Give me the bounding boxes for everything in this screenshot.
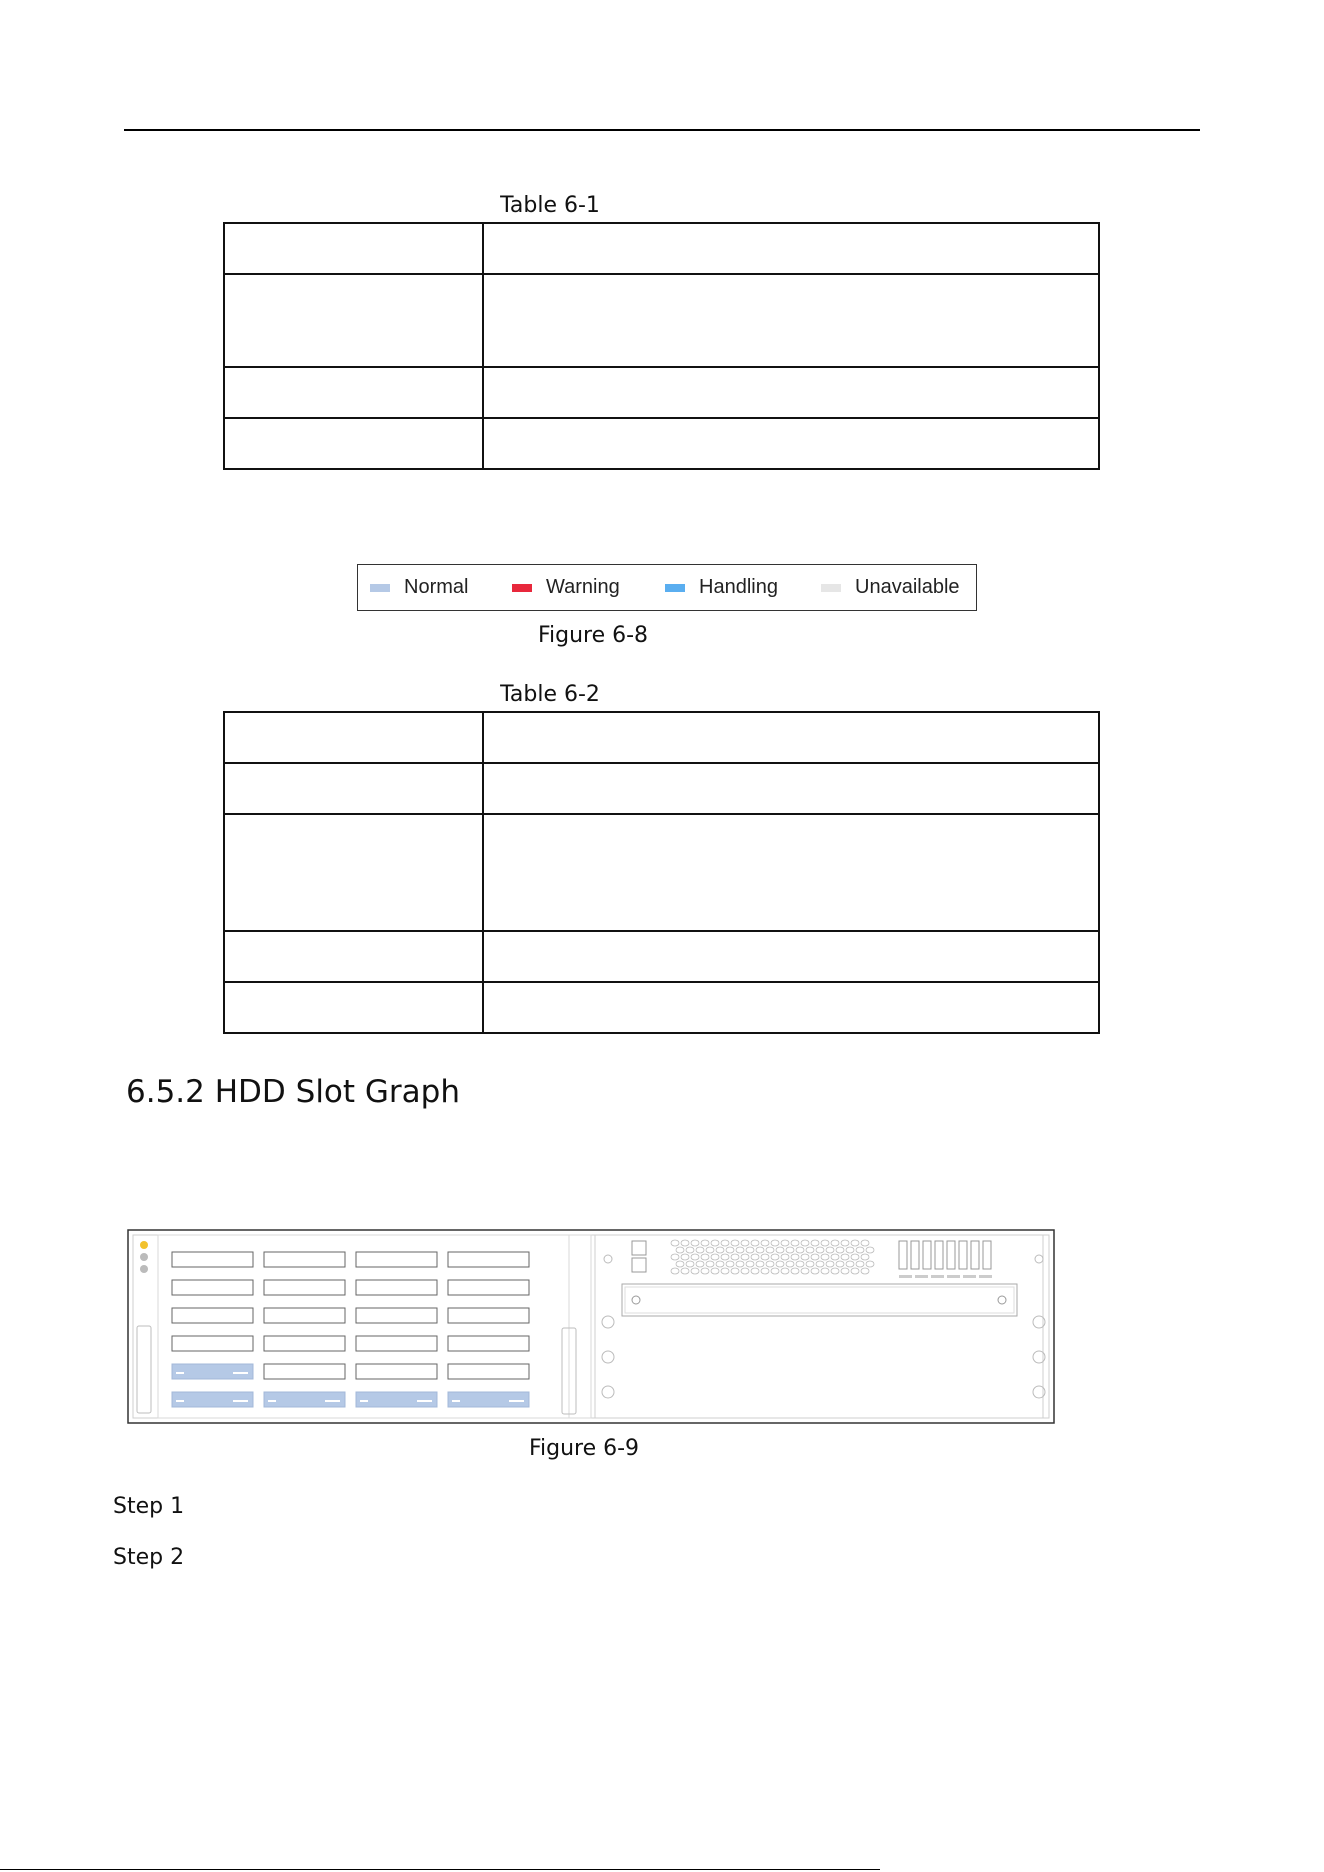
table-6-2 (223, 711, 1100, 1034)
hdd-slot[interactable] (264, 1336, 345, 1351)
table-row (224, 982, 1099, 1033)
slot-indicator (176, 1400, 184, 1402)
table-row (224, 712, 1099, 763)
hdd-slot[interactable] (448, 1252, 529, 1267)
figure-6-8-caption: Figure 6-8 (537, 623, 649, 648)
legend-item-unavailable: Unavailable (821, 565, 960, 610)
slot-label-mark (899, 1275, 912, 1278)
section-heading: 6.5.2 HDD Slot Graph (126, 1074, 460, 1110)
hdd-slot[interactable] (172, 1336, 253, 1351)
hdd-slot[interactable] (264, 1308, 345, 1323)
table-row (224, 223, 1099, 274)
table-6-1 (223, 222, 1100, 470)
hdd-slot[interactable] (172, 1280, 253, 1295)
slot-indicator (176, 1372, 184, 1374)
table-row (224, 814, 1099, 931)
table-row (224, 274, 1099, 367)
slot-indicator (509, 1400, 524, 1402)
table-row (224, 367, 1099, 418)
warning-swatch (512, 584, 532, 592)
hdd-slot[interactable] (356, 1364, 437, 1379)
hdd-slot[interactable] (448, 1364, 529, 1379)
table-row (224, 763, 1099, 814)
hdd-slot[interactable] (172, 1252, 253, 1267)
hdd-slot[interactable] (264, 1252, 345, 1267)
header-rule (124, 129, 1200, 131)
status-legend (357, 564, 977, 611)
slot-indicator (325, 1400, 340, 1402)
hdd-slot[interactable] (172, 1392, 253, 1407)
step-2-label: Step 2 (113, 1545, 185, 1570)
slot-label-mark (931, 1275, 944, 1278)
status-led-icon (140, 1253, 148, 1261)
table-6-2-caption: Table 6-2 (500, 682, 600, 707)
status-led-icon (140, 1241, 148, 1249)
slot-indicator (360, 1400, 368, 1402)
step-1-label: Step 1 (113, 1494, 185, 1519)
table-6-1-caption: Table 6-1 (500, 193, 600, 218)
table-row (224, 931, 1099, 982)
hdd-slot[interactable] (172, 1308, 253, 1323)
hdd-slot[interactable] (356, 1280, 437, 1295)
hdd-slot[interactable] (172, 1364, 253, 1379)
slot-label-mark (915, 1275, 928, 1278)
table-row (224, 418, 1099, 469)
hdd-slot[interactable] (356, 1392, 437, 1407)
hdd-slot-graph (127, 1229, 1055, 1424)
normal-swatch (370, 584, 390, 592)
hdd-slot[interactable] (264, 1364, 345, 1379)
hdd-slot[interactable] (264, 1280, 345, 1295)
hdd-slot[interactable] (448, 1308, 529, 1323)
slot-indicator (233, 1372, 248, 1374)
unavailable-swatch (821, 584, 841, 592)
legend-item-normal: Normal (370, 565, 468, 610)
hdd-slot[interactable] (356, 1336, 437, 1351)
hdd-slot[interactable] (356, 1308, 437, 1323)
hdd-slot[interactable] (264, 1392, 345, 1407)
slot-label-mark (979, 1275, 992, 1278)
hdd-slot[interactable] (356, 1252, 437, 1267)
footer-rule (0, 1869, 880, 1870)
slot-indicator (233, 1400, 248, 1402)
hdd-slot[interactable] (448, 1392, 529, 1407)
slot-indicator (452, 1400, 460, 1402)
handling-swatch (665, 584, 685, 592)
figure-6-9-caption: Figure 6-9 (528, 1436, 640, 1461)
slot-indicator (268, 1400, 276, 1402)
legend-item-warning: Warning (512, 565, 620, 610)
slot-label-mark (963, 1275, 976, 1278)
slot-indicator (417, 1400, 432, 1402)
legend-item-handling: Handling (665, 565, 778, 610)
hdd-slot[interactable] (448, 1336, 529, 1351)
status-led-icon (140, 1265, 148, 1273)
slot-label-mark (947, 1275, 960, 1278)
hdd-slot[interactable] (448, 1280, 529, 1295)
